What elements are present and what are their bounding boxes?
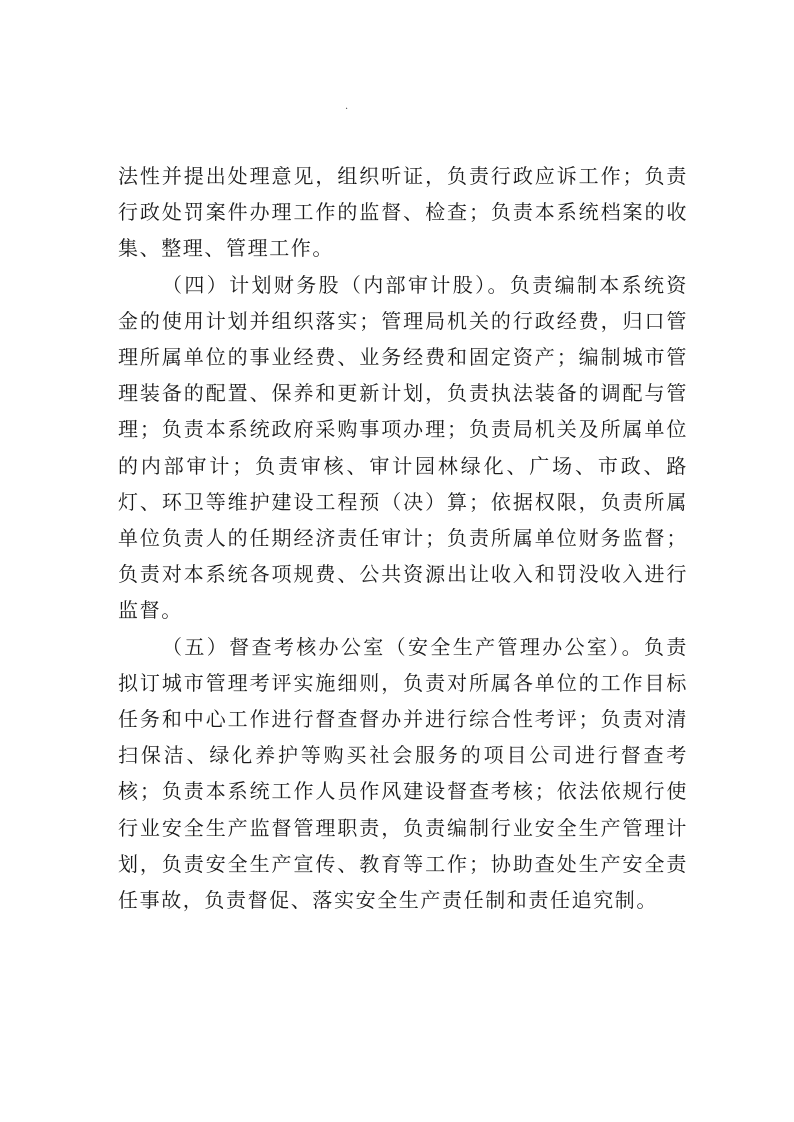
paragraph-continuation: 法性并提出处理意见，组织听证，负责行政应诉工作；负责行政处罚案件办理工作的监督、检查；负责本系统档案的收集、整理、管理工作。	[118, 164, 688, 261]
paragraph-section-5-supervision-office: （五）督查考核办公室（安全生产管理办公室）。负责拟订城市管理考评实施细则，负责对所属各单位的工作目标任务和中心工作进行督查督办并进行综合性考评；负责对清扫保洁、绿化养护等购买社会服务的项目公司进行督查考核；负责本系统工作人员作风建设督查考核；依法依规行使行业安全生产监督管理职责，负责编制行业安全生产管理计划，负责安全生产宣传、教育等工作；协助查处生产安全责任事故，负责督促、落实安全生产责任制和责任追究制。	[118, 634, 688, 913]
paragraph-section-4-planning-finance: （四）计划财务股（内部审计股）。负责编制本系统资金的使用计划并组织落实；管理局机关的行政经费，归口管理所属单位的事业经费、业务经费和固定资产；编制城市管理装备的配置、保养和更新计划，负责执法装备的调配与管理；负责本系统政府采购事项办理；负责局机关及所属单位的内部审计；负责审核、审计园林绿化、广场、市政、路灯、环卫等维护建设工程预（决）算；依据权限，负责所属单位负责人的任期经济责任审计；负责所属单位财务监督；负责对本系统各项规费、公共资源出让收入和罚没收入进行监督。	[118, 272, 688, 623]
document-body	[118, 158, 688, 918]
scan-mark: ·	[345, 104, 349, 115]
